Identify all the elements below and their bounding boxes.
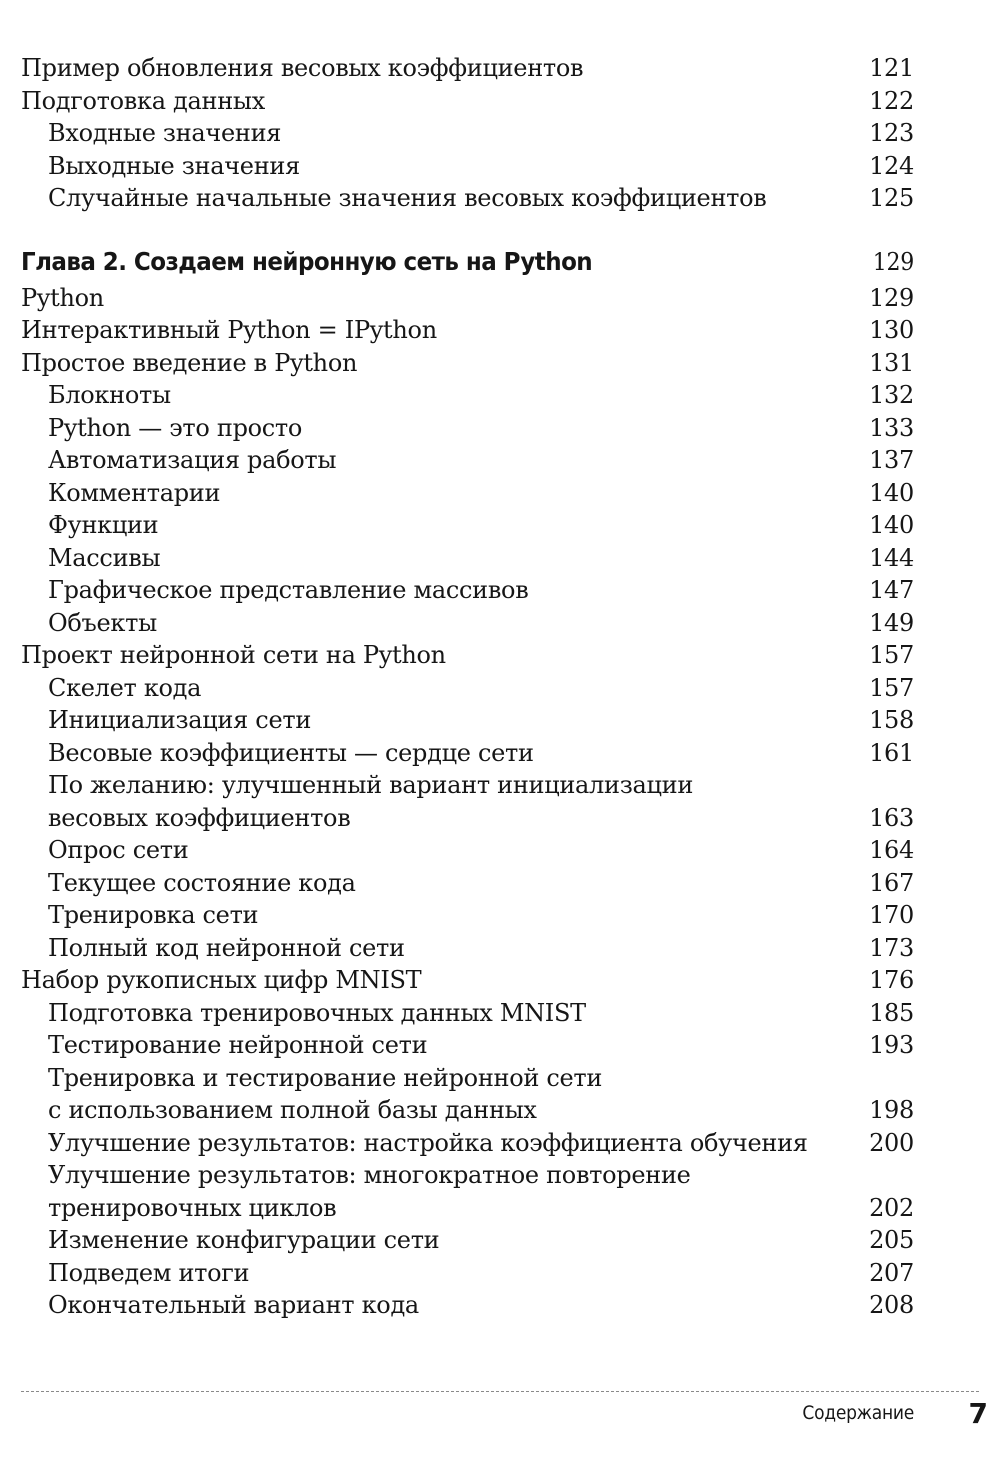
toc-page-number: 122 <box>869 86 914 115</box>
toc-entry <box>21 542 914 575</box>
toc-entry <box>21 802 914 835</box>
toc-page-number: 157 <box>869 641 914 669</box>
toc-entry <box>21 867 914 900</box>
footer-section-title: Содержание <box>802 1402 914 1424</box>
toc-page-number: 185 <box>869 998 914 1027</box>
toc-entry-title: Текущее состояние кода <box>48 868 356 897</box>
toc-entry-title: Пример обновления весовых коэффициентов <box>21 54 584 82</box>
toc-entry-title: Интерактивный Python = IPython <box>21 316 437 344</box>
toc-page-number: 198 <box>869 1096 914 1124</box>
toc-page-number: 158 <box>869 706 914 734</box>
toc-page-number: 208 <box>869 1291 914 1319</box>
table-of-contents <box>21 52 914 1322</box>
toc-entry <box>21 477 914 510</box>
toc-entry <box>21 1257 914 1290</box>
toc-entry <box>21 412 914 445</box>
toc-entry-title: с использованием полной базы данных <box>48 1096 537 1124</box>
toc-page-number: 123 <box>869 119 914 147</box>
toc-entry-title: Тренировка сети <box>48 901 259 929</box>
toc-entry <box>21 1127 914 1160</box>
toc-page-number: 173 <box>869 933 914 962</box>
toc-entry-title: Входные значения <box>48 119 282 147</box>
toc-page-number: 205 <box>869 1226 914 1254</box>
toc-entry <box>21 607 914 640</box>
toc-page-number: 202 <box>869 1193 914 1222</box>
toc-page-number: 140 <box>869 478 914 507</box>
toc-page-number: 132 <box>869 381 914 409</box>
toc-entry <box>21 1224 914 1257</box>
toc-entry <box>21 85 914 118</box>
toc-entry-title: Блокноты <box>48 381 171 409</box>
toc-page-number: 200 <box>869 1128 914 1157</box>
toc-page-number: 129 <box>872 247 915 276</box>
toc-entry <box>21 314 914 347</box>
toc-entry <box>21 737 914 770</box>
toc-entry-title: Инициализация сети <box>48 706 312 734</box>
toc-page-number: 144 <box>869 543 914 572</box>
toc-entry-title: Изменение конфигурации сети <box>48 1226 440 1254</box>
toc-entry <box>21 150 914 183</box>
footer-divider <box>21 1391 979 1392</box>
toc-page-number: 163 <box>869 803 914 832</box>
toc-page-number: 133 <box>869 413 914 442</box>
toc-page-number: 137 <box>869 446 914 474</box>
toc-entry-title: По желанию: улучшенный вариант инициализации <box>48 771 694 799</box>
toc-entry <box>21 509 914 542</box>
toc-entry-title: Выходные значения <box>48 151 300 180</box>
toc-entry <box>21 347 914 380</box>
toc-entry-title: Python — это просто <box>48 413 303 442</box>
toc-entry-title: Графическое представление массивов <box>48 576 529 604</box>
toc-page-number: 176 <box>869 966 914 994</box>
toc-page-number: 207 <box>869 1258 914 1287</box>
toc-entry-title: Автоматизация работы <box>48 446 337 474</box>
toc-page-number: 170 <box>869 901 914 929</box>
toc-entry <box>21 997 914 1030</box>
toc-page-number: 193 <box>869 1031 914 1059</box>
toc-page-number: 157 <box>869 673 914 702</box>
toc-entry <box>21 1062 914 1095</box>
toc-entry-title: Массивы <box>48 543 161 572</box>
toc-entry-title: Комментарии <box>48 478 221 507</box>
toc-entry <box>21 574 914 607</box>
toc-page-number: 121 <box>869 54 914 82</box>
toc-entry-title: Простое введение в Python <box>21 348 358 377</box>
toc-entry-title: Случайные начальные значения весовых коэффициентов <box>48 184 767 212</box>
toc-page-number: 149 <box>869 608 914 637</box>
toc-entry <box>21 899 914 932</box>
toc-entry-title: весовых коэффициентов <box>48 803 351 832</box>
toc-entry <box>21 379 914 412</box>
toc-page-number: 140 <box>869 511 914 539</box>
toc-entry <box>21 182 914 215</box>
chapter-title: Глава 2. Создаем нейронную сеть на Python <box>21 246 593 276</box>
toc-page-number: 124 <box>869 151 914 180</box>
toc-entry <box>21 1159 914 1192</box>
toc-entry-title: Весовые коэффициенты — сердце сети <box>48 738 534 767</box>
toc-entry <box>21 282 914 315</box>
toc-page-number: 167 <box>869 868 914 897</box>
toc-page-number: 147 <box>869 576 914 604</box>
toc-entry-title: Тренировка и тестирование нейронной сети <box>48 1063 603 1092</box>
toc-entry <box>21 1094 914 1127</box>
toc-page-number: 130 <box>869 316 914 344</box>
toc-entry-title: Подготовка тренировочных данных MNIST <box>48 998 586 1027</box>
page-number: 7 <box>968 1397 988 1430</box>
toc-entry <box>21 834 914 867</box>
toc-entry-title: Улучшение результатов: настройка коэффициента обучения <box>48 1128 808 1157</box>
toc-entry <box>21 1029 914 1062</box>
page-footer <box>790 1397 988 1430</box>
toc-page-number: 164 <box>869 836 914 864</box>
toc-entry-title: Опрос сети <box>48 836 189 864</box>
toc-entry <box>21 769 914 802</box>
toc-entry-title: Набор рукописных цифр MNIST <box>21 966 422 994</box>
toc-entry <box>21 672 914 705</box>
toc-page-number: 131 <box>869 348 914 377</box>
chapter-heading <box>21 242 914 282</box>
toc-entry-title: Окончательный вариант кода <box>48 1291 419 1319</box>
toc-entry-title: Улучшение результатов: многократное повторение <box>48 1161 691 1189</box>
toc-entry-title: Функции <box>48 511 159 539</box>
toc-entry <box>21 444 914 477</box>
toc-entry-title: Python <box>21 283 104 312</box>
toc-entry-title: Подготовка данных <box>21 86 265 115</box>
toc-entry <box>21 117 914 150</box>
toc-entry <box>21 52 914 85</box>
toc-page-number: 161 <box>869 738 914 767</box>
toc-entry <box>21 704 914 737</box>
toc-entry-title: Подведем итоги <box>48 1258 250 1287</box>
toc-entry <box>21 1289 914 1322</box>
toc-page-number: 125 <box>869 184 914 212</box>
toc-entry-title: тренировочных циклов <box>48 1193 337 1222</box>
toc-entry-title: Объекты <box>48 608 157 637</box>
toc-entry-title: Проект нейронной сети на Python <box>21 641 446 669</box>
toc-entry-title: Полный код нейронной сети <box>48 933 405 962</box>
toc-entry <box>21 1192 914 1225</box>
toc-entry <box>21 639 914 672</box>
toc-page-number: 129 <box>869 283 914 312</box>
toc-entry-title: Тестирование нейронной сети <box>48 1031 428 1059</box>
toc-entry <box>21 932 914 965</box>
toc-entry-title: Скелет кода <box>48 673 202 702</box>
toc-entry <box>21 964 914 997</box>
